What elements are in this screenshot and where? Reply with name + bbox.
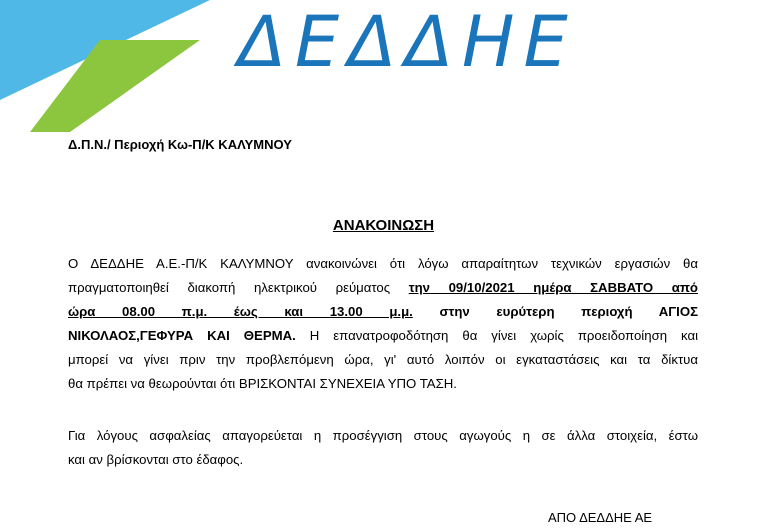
paragraph-line: και αν βρίσκονται στο έδαφος. — [68, 452, 244, 467]
announcement-paragraph-2 — [68, 424, 698, 472]
outage-area: ΝΙΚΟΛΑΟΣ,ΓΕΦΥΡΑ ΚΑΙ ΘΕΡΜΑ. — [68, 328, 296, 343]
department-header: Δ.Π.Ν./ Περιοχή Κω-Π/Κ ΚΑΛΥΜΝΟΥ — [68, 137, 292, 152]
paragraph-line: πραγματοποιηθεί διακοπή ηλεκτρικού ρεύματος την 09/10/2021 ημέρα ΣΑΒΒΑΤΟ από — [68, 280, 698, 295]
logo-wordmark: ΔΕΔΔΗΕ — [238, 1, 577, 83]
paragraph-line: Για λόγους ασφαλείας απαγορεύεται η προσέγγιση στους αγωγούς η σε άλλα στοιχεία, έστω — [68, 428, 698, 443]
deddie-logo-icon — [0, 0, 215, 132]
paragraph-line: ΝΙΚΟΛΑΟΣ,ΓΕΦΥΡΑ ΚΑΙ ΘΕΡΜΑ. Η επανατροφοδότηση θα γίνει χωρίς προειδοποίηση και — [68, 328, 699, 343]
outage-area-label: στην ευρύτερη περιοχή ΑΓΙΟΣ — [412, 304, 699, 319]
paragraph-line: Ο ΔΕΔΔΗΕ Α.Ε.-Π/Κ ΚΑΛΥΜΝΟΥ ανακοινώνει ότι λόγω απαραίτητων τεχνικών εργασιών θα — [68, 256, 698, 271]
paragraph-line — [68, 300, 698, 324]
paragraph-line: θα πρέπει να θεωρούνται ότι ΒΡΙΣΚΟΝΤΑΙ ΣΥΝΕΧΕΙΑ ΥΠΟ ΤΑΣΗ. — [68, 376, 457, 391]
paragraph-line: μπορεί να γίνει πριν την προβλεπόμενη ώρα, γι' αυτό λοιπόν οι εγκαταστάσεις και τα δίκτυα — [68, 352, 698, 367]
outage-time: ώρα 08.00 π.μ. έως και 13.00 μ.μ. — [68, 304, 413, 319]
announcement-paragraph-1 — [68, 252, 698, 396]
signature: ΑΠΟ ΔΕΔΔΗΕ ΑΕ — [548, 510, 653, 525]
announcement-heading: ΑΝΑΚΟΙΝΩΣΗ — [332, 217, 435, 234]
outage-date: την 09/10/2021 ημέρα ΣΑΒΒΑΤΟ από — [408, 280, 698, 295]
